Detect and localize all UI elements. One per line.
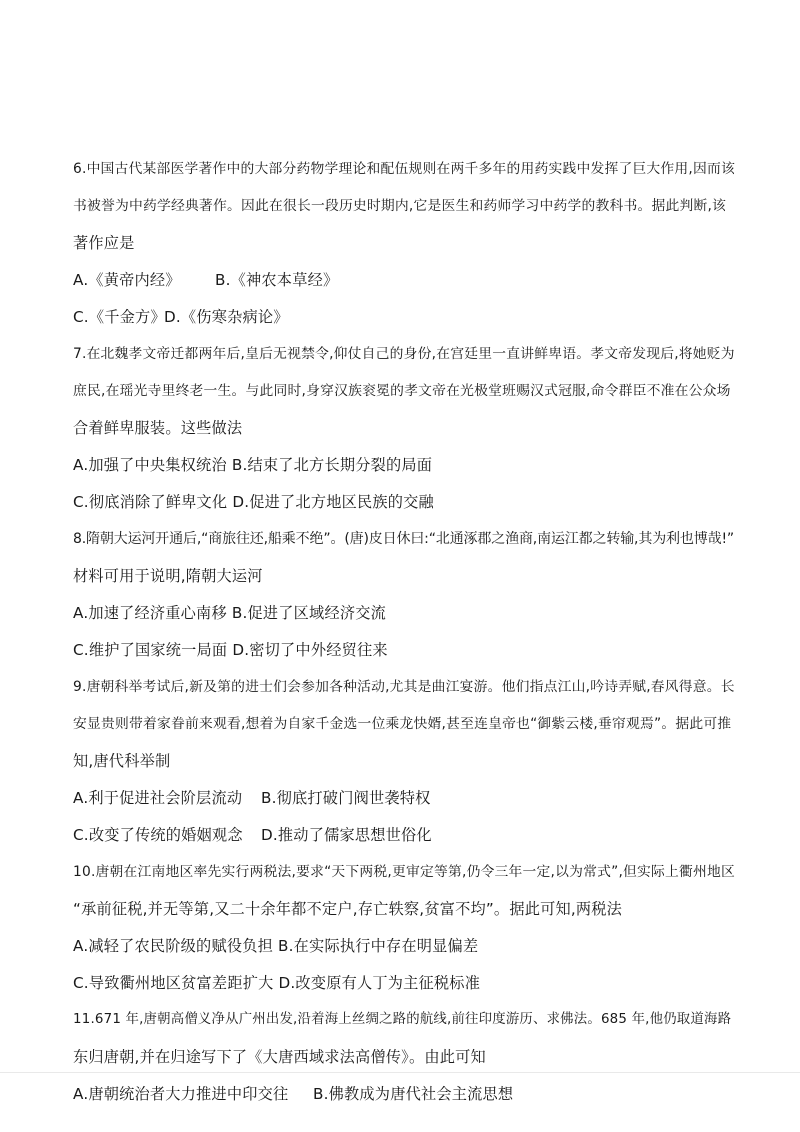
question-9-options-row-1: [73, 787, 735, 809]
question-list: [73, 158, 735, 1120]
question-7-stem-line-3: 合着鲜卑服装。这些做法: [73, 419, 243, 437]
question-7: [73, 343, 735, 513]
page-bottom-edge: [0, 1072, 800, 1073]
question-10-options-row-2: C.导致衢州地区贫富差距扩大 D.改变原有人丁为主征税标准: [73, 974, 481, 992]
question-8-options-row-2: C.维护了国家统一局面 D.密切了中外经贸往来: [73, 641, 388, 659]
question-11-option-b: B.佛教成为唐代社会主流思想: [313, 1085, 514, 1103]
question-10-stem-line-1: 10.唐朝在江南地区率先实行两税法,要求“天下两税,更审定等第,仍令三年一定,以为常式”,但实际上衢州地区: [73, 864, 736, 880]
question-8-stem-line-1: 8.隋朝大运河开通后,“商旅往还,船乘不绝”。(唐)皮日休曰:“北通涿郡之渔商,南运江都之转输,其为利也博哉!”: [73, 531, 735, 547]
question-6-options-row-2: [73, 306, 735, 328]
question-6-option-b: B.《神农本草经》: [215, 271, 339, 289]
question-11-option-a: A.唐朝统治者大力推进中印交往: [73, 1085, 289, 1103]
question-6-options-row-1: [73, 269, 735, 291]
question-7-options-row-1: A.加强了中央集权统治 B.结束了北方长期分裂的局面: [73, 456, 433, 474]
question-6-option-a: A.《黄帝内经》: [73, 271, 181, 289]
question-10-options-row-1: A.减轻了农民阶级的赋役负担 B.在实际执行中存在明显偏差: [73, 937, 479, 955]
question-6-stem-line-1: 6.中国古代某部医学著作中的大部分药物学理论和配伍规则在两千多年的用药实践中发挥了巨大作用,因而该: [73, 161, 736, 177]
question-10: [73, 861, 735, 994]
question-6-stem-line-3: 著作应是: [73, 234, 135, 252]
question-9-stem-line-3: 知,唐代科举制: [73, 752, 171, 770]
question-7-options-row-2: C.彻底消除了鲜卑文化 D.促进了北方地区民族的交融: [73, 493, 434, 511]
question-9-stem-line-1: 9.唐朝科举考试后,新及第的进士们会参加各种活动,尤其是曲江宴游。他们指点江山,吟诗弄赋,春风得意。长: [73, 679, 735, 695]
question-7-stem-line-2: 庶民,在瑶光寺里终老一生。与此同时,身穿汉族衮冕的孝文帝在光极堂班赐汉式冠服,命令群臣不准在公众场: [73, 383, 731, 399]
question-11-options-row-1: [73, 1083, 735, 1105]
question-9-stem-line-2: 安显贵则带着家眷前来观看,想着为自家千金选一位乘龙快婿,甚至连皇帝也“御紫云楼,垂帘观焉”。据此可推: [73, 716, 732, 732]
question-9-option-d: D.推动了儒家思想世俗化: [261, 826, 432, 844]
question-10-stem-line-2: “承前征税,并无等第,又二十余年都不定户,存亡轶察,贫富不均”。据此可知,两税法: [73, 900, 623, 918]
question-8-stem-line-2: 材料可用于说明,隋朝大运河: [73, 567, 263, 585]
question-9-option-a: A.利于促进社会阶层流动: [73, 789, 243, 807]
question-7-stem-line-1: 7.在北魏孝文帝迁都两年后,皇后无视禁令,仰仗自己的身份,在宫廷里一直讲鲜卑语。孝文帝发现后,将她贬为: [73, 346, 735, 362]
question-9-option-c: C.改变了传统的婚姻观念: [73, 826, 243, 844]
question-9-option-b: B.彻底打破门阀世袭特权: [261, 789, 431, 807]
question-6-option-d: D.《伤寒杂病论》: [164, 308, 289, 326]
question-8: [73, 528, 735, 661]
question-9-options-row-2: [73, 824, 735, 846]
question-6-stem-line-2: 书被誉为中药学经典著作。因此在很长一段历史时期内,它是医生和药师学习中药学的教科书。据此判断,该: [73, 198, 727, 214]
question-9: [73, 676, 735, 846]
question-6: [73, 158, 735, 328]
question-8-options-row-1: A.加速了经济重心南移 B.促进了区域经济交流: [73, 604, 386, 622]
question-11-stem-line-2: 东归唐朝,并在归途写下了《大唐西域求法高僧传》。由此可知: [73, 1048, 486, 1066]
question-11: [73, 1009, 735, 1105]
question-11-stem-line-1: 11.671 年,唐朝高僧义净从广州出发,沿着海上丝绸之路的航线,前往印度游历、求佛法。685 年,他仍取道海路: [73, 1012, 732, 1027]
question-6-option-c: C.《千金方》: [73, 308, 166, 326]
